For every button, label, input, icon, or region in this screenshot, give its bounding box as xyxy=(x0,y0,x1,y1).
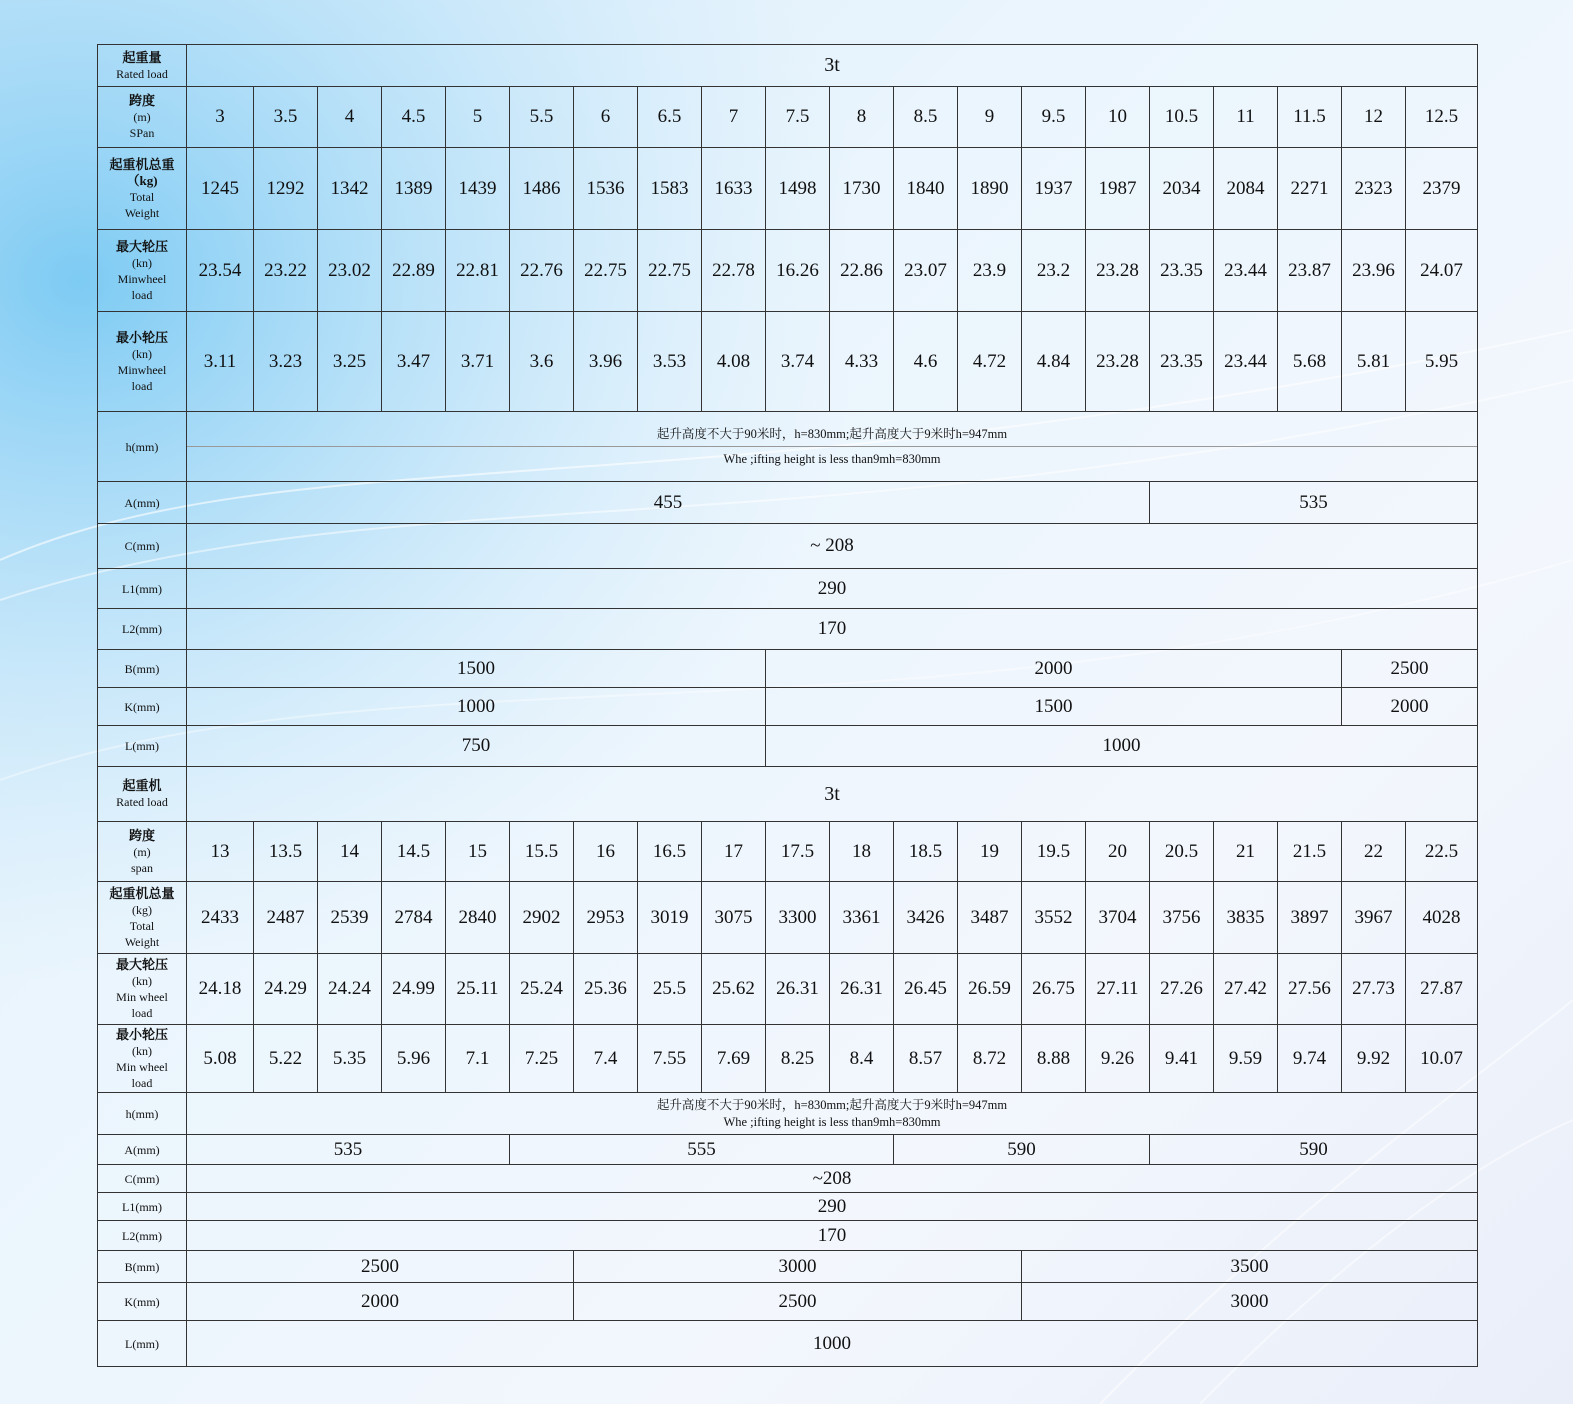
value-cell: 16.5 xyxy=(638,822,702,882)
value-cell: 14.5 xyxy=(382,822,446,882)
value-cell: 27.87 xyxy=(1406,954,1478,1025)
value-cell: 2379 xyxy=(1406,148,1478,230)
value-cell: 7.1 xyxy=(446,1025,510,1093)
value-cell: 3019 xyxy=(638,882,702,954)
value-cell: 27.56 xyxy=(1278,954,1342,1025)
l2-label: L2(mm) xyxy=(98,1221,187,1251)
value-cell: 3.71 xyxy=(446,312,510,412)
b-value: 2500 xyxy=(1342,650,1478,688)
value-cell: 22.89 xyxy=(382,230,446,312)
value-cell: 5.22 xyxy=(254,1025,318,1093)
c-label: C(mm) xyxy=(98,524,187,569)
value-cell: 3704 xyxy=(1086,882,1150,954)
min-wheel-label: 最小轮压 (kn) Min wheel load xyxy=(98,1025,187,1093)
k-row xyxy=(98,1283,1478,1321)
value-cell: 24.29 xyxy=(254,954,318,1025)
value-cell: 3.96 xyxy=(574,312,638,412)
value-cell: 23.2 xyxy=(1022,230,1086,312)
value-cell: 23.96 xyxy=(1342,230,1406,312)
k-value: 2000 xyxy=(1342,688,1478,726)
value-cell: 16.26 xyxy=(766,230,830,312)
value-cell: 2433 xyxy=(187,882,254,954)
value-cell: 9.92 xyxy=(1342,1025,1406,1093)
value-cell: 22.86 xyxy=(830,230,894,312)
k-value: 2000 xyxy=(187,1283,574,1321)
value-cell: 1633 xyxy=(702,148,766,230)
value-cell: 3487 xyxy=(958,882,1022,954)
span-label: 跨度 (m) SPan xyxy=(98,87,187,148)
k-value: 3000 xyxy=(1022,1283,1478,1321)
c-value: ~208 xyxy=(187,1165,1478,1193)
rated-load-label: 起重机 Rated load xyxy=(98,767,187,822)
k-label: K(mm) xyxy=(98,1283,187,1321)
value-cell: 4 xyxy=(318,87,382,148)
value-cell: 4.84 xyxy=(1022,312,1086,412)
value-cell: 24.18 xyxy=(187,954,254,1025)
l2-row xyxy=(98,1221,1478,1251)
value-cell: 7.55 xyxy=(638,1025,702,1093)
value-cell: 2323 xyxy=(1342,148,1406,230)
a-label: A(mm) xyxy=(98,482,187,524)
h-note xyxy=(187,1093,1478,1135)
value-cell: 10.5 xyxy=(1150,87,1214,148)
value-cell: 3426 xyxy=(894,882,958,954)
h-label: h(mm) xyxy=(98,412,187,482)
value-cell: 20.5 xyxy=(1150,822,1214,882)
value-cell: 1840 xyxy=(894,148,958,230)
value-cell: 23.22 xyxy=(254,230,318,312)
value-cell: 3.53 xyxy=(638,312,702,412)
k-value: 2500 xyxy=(574,1283,1022,1321)
max-wheel-label: 最大轮压 (kn) Min wheel load xyxy=(98,954,187,1025)
value-cell: 3075 xyxy=(702,882,766,954)
value-cell: 27.73 xyxy=(1342,954,1406,1025)
h-note-en: Whe ;ifting height is less than9mh=830mm xyxy=(723,452,941,466)
value-cell: 2902 xyxy=(510,882,574,954)
value-cell: 2784 xyxy=(382,882,446,954)
l1-label: L1(mm) xyxy=(98,1193,187,1221)
total-weight-label: 起重机总重（kg) Total Weight xyxy=(98,148,187,230)
l2-row xyxy=(98,609,1478,650)
value-cell: 2539 xyxy=(318,882,382,954)
value-cell: 23.35 xyxy=(1150,312,1214,412)
value-cell: 1292 xyxy=(254,148,318,230)
a-value: 555 xyxy=(510,1135,894,1165)
l-value: 750 xyxy=(187,726,766,767)
value-cell: 9 xyxy=(958,87,1022,148)
span-row xyxy=(98,822,1478,882)
a-value: 455 xyxy=(187,482,1150,524)
value-cell: 2487 xyxy=(254,882,318,954)
value-cell: 7 xyxy=(702,87,766,148)
h-note xyxy=(187,412,1478,482)
value-cell: 3552 xyxy=(1022,882,1086,954)
value-cell: 3.23 xyxy=(254,312,318,412)
value-cell: 22 xyxy=(1342,822,1406,882)
a-value: 590 xyxy=(894,1135,1150,1165)
value-cell: 4028 xyxy=(1406,882,1478,954)
value-cell: 3300 xyxy=(766,882,830,954)
l-row xyxy=(98,1321,1478,1367)
value-cell: 2271 xyxy=(1278,148,1342,230)
value-cell: 3.47 xyxy=(382,312,446,412)
value-cell: 3.5 xyxy=(254,87,318,148)
l1-value: 290 xyxy=(187,1193,1478,1221)
value-cell: 3835 xyxy=(1214,882,1278,954)
value-cell: 27.11 xyxy=(1086,954,1150,1025)
value-cell: 1486 xyxy=(510,148,574,230)
l2-label: L2(mm) xyxy=(98,609,187,650)
value-cell: 24.07 xyxy=(1406,230,1478,312)
value-cell: 13 xyxy=(187,822,254,882)
value-cell: 23.44 xyxy=(1214,312,1278,412)
l1-row xyxy=(98,569,1478,609)
value-cell: 3 xyxy=(187,87,254,148)
value-cell: 23.35 xyxy=(1150,230,1214,312)
c-row xyxy=(98,524,1478,569)
value-cell: 12.5 xyxy=(1406,87,1478,148)
a-row xyxy=(98,482,1478,524)
value-cell: 5.96 xyxy=(382,1025,446,1093)
value-cell: 5.35 xyxy=(318,1025,382,1093)
value-cell: 19.5 xyxy=(1022,822,1086,882)
value-cell: 27.42 xyxy=(1214,954,1278,1025)
max-wheel-label: 最大轮压 (kn) Minwheel load xyxy=(98,230,187,312)
value-cell: 1730 xyxy=(830,148,894,230)
value-cell: 1937 xyxy=(1022,148,1086,230)
value-cell: 24.24 xyxy=(318,954,382,1025)
value-cell: 17.5 xyxy=(766,822,830,882)
value-cell: 24.99 xyxy=(382,954,446,1025)
value-cell: 3.11 xyxy=(187,312,254,412)
value-cell: 8 xyxy=(830,87,894,148)
value-cell: 26.45 xyxy=(894,954,958,1025)
b-row xyxy=(98,1251,1478,1283)
value-cell: 8.88 xyxy=(1022,1025,1086,1093)
l-value: 1000 xyxy=(766,726,1478,767)
value-cell: 23.02 xyxy=(318,230,382,312)
value-cell: 8.5 xyxy=(894,87,958,148)
k-label: K(mm) xyxy=(98,688,187,726)
value-cell: 6 xyxy=(574,87,638,148)
value-cell: 1389 xyxy=(382,148,446,230)
value-cell: 3967 xyxy=(1342,882,1406,954)
max-wheel-row xyxy=(98,954,1478,1025)
c-value: ~ 208 xyxy=(187,524,1478,569)
h-note-zh: 起升高度不大于90米时，h=830mm;起升高度大于9米时h=947mm xyxy=(656,1097,1008,1112)
value-cell: 11.5 xyxy=(1278,87,1342,148)
value-cell: 10.07 xyxy=(1406,1025,1478,1093)
spec-table-2 xyxy=(97,766,1478,1367)
value-cell: 14 xyxy=(318,822,382,882)
h-row xyxy=(98,412,1478,482)
value-cell: 22.81 xyxy=(446,230,510,312)
value-cell: 2840 xyxy=(446,882,510,954)
value-cell: 26.75 xyxy=(1022,954,1086,1025)
value-cell: 2034 xyxy=(1150,148,1214,230)
value-cell: 8.57 xyxy=(894,1025,958,1093)
value-cell: 18 xyxy=(830,822,894,882)
value-cell: 1890 xyxy=(958,148,1022,230)
value-cell: 3.74 xyxy=(766,312,830,412)
b-value: 1500 xyxy=(187,650,766,688)
span-label: 跨度 (m) span xyxy=(98,822,187,882)
value-cell: 1245 xyxy=(187,148,254,230)
value-cell: 8.25 xyxy=(766,1025,830,1093)
value-cell: 15 xyxy=(446,822,510,882)
max-wheel-row xyxy=(98,230,1478,312)
value-cell: 9.26 xyxy=(1086,1025,1150,1093)
value-cell: 2084 xyxy=(1214,148,1278,230)
value-cell: 27.26 xyxy=(1150,954,1214,1025)
c-row xyxy=(98,1165,1478,1193)
value-cell: 4.5 xyxy=(382,87,446,148)
value-cell: 25.62 xyxy=(702,954,766,1025)
value-cell: 9.74 xyxy=(1278,1025,1342,1093)
a-value: 535 xyxy=(187,1135,510,1165)
value-cell: 4.33 xyxy=(830,312,894,412)
value-cell: 5.5 xyxy=(510,87,574,148)
value-cell: 16 xyxy=(574,822,638,882)
l1-value: 290 xyxy=(187,569,1478,609)
h-note-en: Whe ;ifting height is less than9mh=830mm xyxy=(723,1114,941,1129)
rated-load-value: 3t xyxy=(187,767,1478,822)
value-cell: 21 xyxy=(1214,822,1278,882)
value-cell: 22.76 xyxy=(510,230,574,312)
value-cell: 4.08 xyxy=(702,312,766,412)
value-cell: 20 xyxy=(1086,822,1150,882)
rated-load-label: 起重量 Rated load xyxy=(98,45,187,87)
rated-load-row xyxy=(98,45,1478,87)
b-label: B(mm) xyxy=(98,1251,187,1283)
l-label: L(mm) xyxy=(98,1321,187,1367)
value-cell: 15.5 xyxy=(510,822,574,882)
total-weight-row xyxy=(98,882,1478,954)
b-label: B(mm) xyxy=(98,650,187,688)
value-cell: 5.95 xyxy=(1406,312,1478,412)
value-cell: 23.28 xyxy=(1086,230,1150,312)
value-cell: 8.72 xyxy=(958,1025,1022,1093)
spec-table-1 xyxy=(97,44,1478,767)
h-note-zh: 起升高度不大于90米时，h=830mm;起升高度大于9米时h=947mm xyxy=(656,427,1008,441)
a-value: 535 xyxy=(1150,482,1478,524)
value-cell: 21.5 xyxy=(1278,822,1342,882)
b-value: 3000 xyxy=(574,1251,1022,1283)
value-cell: 8.4 xyxy=(830,1025,894,1093)
b-value: 2500 xyxy=(187,1251,574,1283)
value-cell: 17 xyxy=(702,822,766,882)
value-cell: 5.08 xyxy=(187,1025,254,1093)
value-cell: 1583 xyxy=(638,148,702,230)
value-cell: 1536 xyxy=(574,148,638,230)
rated-load-row xyxy=(98,767,1478,822)
value-cell: 7.4 xyxy=(574,1025,638,1093)
l-row xyxy=(98,726,1478,767)
l-value: 1000 xyxy=(187,1321,1478,1367)
b-value: 3500 xyxy=(1022,1251,1478,1283)
a-value: 590 xyxy=(1150,1135,1478,1165)
value-cell: 7.25 xyxy=(510,1025,574,1093)
value-cell: 3.6 xyxy=(510,312,574,412)
value-cell: 5.68 xyxy=(1278,312,1342,412)
value-cell: 12 xyxy=(1342,87,1406,148)
value-cell: 3.25 xyxy=(318,312,382,412)
value-cell: 4.72 xyxy=(958,312,1022,412)
value-cell: 23.54 xyxy=(187,230,254,312)
value-cell: 11 xyxy=(1214,87,1278,148)
l2-value: 170 xyxy=(187,609,1478,650)
value-cell: 22.75 xyxy=(638,230,702,312)
value-cell: 3897 xyxy=(1278,882,1342,954)
value-cell: 23.07 xyxy=(894,230,958,312)
a-row xyxy=(98,1135,1478,1165)
rated-load-value: 3t xyxy=(187,45,1478,87)
value-cell: 23.28 xyxy=(1086,312,1150,412)
l2-value: 170 xyxy=(187,1221,1478,1251)
value-cell: 5.81 xyxy=(1342,312,1406,412)
value-cell: 26.31 xyxy=(830,954,894,1025)
value-cell: 6.5 xyxy=(638,87,702,148)
b-value: 2000 xyxy=(766,650,1342,688)
b-row xyxy=(98,650,1478,688)
value-cell: 5 xyxy=(446,87,510,148)
value-cell: 7.5 xyxy=(766,87,830,148)
value-cell: 25.11 xyxy=(446,954,510,1025)
value-cell: 23.44 xyxy=(1214,230,1278,312)
value-cell: 13.5 xyxy=(254,822,318,882)
value-cell: 22.78 xyxy=(702,230,766,312)
value-cell: 26.31 xyxy=(766,954,830,1025)
value-cell: 3361 xyxy=(830,882,894,954)
value-cell: 1439 xyxy=(446,148,510,230)
value-cell: 23.9 xyxy=(958,230,1022,312)
value-cell: 10 xyxy=(1086,87,1150,148)
h-label: h(mm) xyxy=(98,1093,187,1135)
a-label: A(mm) xyxy=(98,1135,187,1165)
l-label: L(mm) xyxy=(98,726,187,767)
value-cell: 1342 xyxy=(318,148,382,230)
value-cell: 9.5 xyxy=(1022,87,1086,148)
value-cell: 25.36 xyxy=(574,954,638,1025)
h-row xyxy=(98,1093,1478,1135)
total-weight-label: 起重机总量 (kg) Total Weight xyxy=(98,882,187,954)
span-row xyxy=(98,87,1478,148)
min-wheel-row xyxy=(98,1025,1478,1093)
k-value: 1500 xyxy=(766,688,1342,726)
min-wheel-row xyxy=(98,312,1478,412)
k-value: 1000 xyxy=(187,688,766,726)
k-row xyxy=(98,688,1478,726)
value-cell: 1498 xyxy=(766,148,830,230)
value-cell: 22.5 xyxy=(1406,822,1478,882)
value-cell: 22.75 xyxy=(574,230,638,312)
total-weight-row xyxy=(98,148,1478,230)
c-label: C(mm) xyxy=(98,1165,187,1193)
value-cell: 2953 xyxy=(574,882,638,954)
value-cell: 23.87 xyxy=(1278,230,1342,312)
l1-row xyxy=(98,1193,1478,1221)
value-cell: 3756 xyxy=(1150,882,1214,954)
value-cell: 18.5 xyxy=(894,822,958,882)
l1-label: L1(mm) xyxy=(98,569,187,609)
value-cell: 1987 xyxy=(1086,148,1150,230)
value-cell: 25.5 xyxy=(638,954,702,1025)
value-cell: 7.69 xyxy=(702,1025,766,1093)
value-cell: 26.59 xyxy=(958,954,1022,1025)
value-cell: 19 xyxy=(958,822,1022,882)
value-cell: 4.6 xyxy=(894,312,958,412)
value-cell: 9.41 xyxy=(1150,1025,1214,1093)
min-wheel-label: 最小轮压 (kn) Minwheel load xyxy=(98,312,187,412)
value-cell: 9.59 xyxy=(1214,1025,1278,1093)
value-cell: 25.24 xyxy=(510,954,574,1025)
